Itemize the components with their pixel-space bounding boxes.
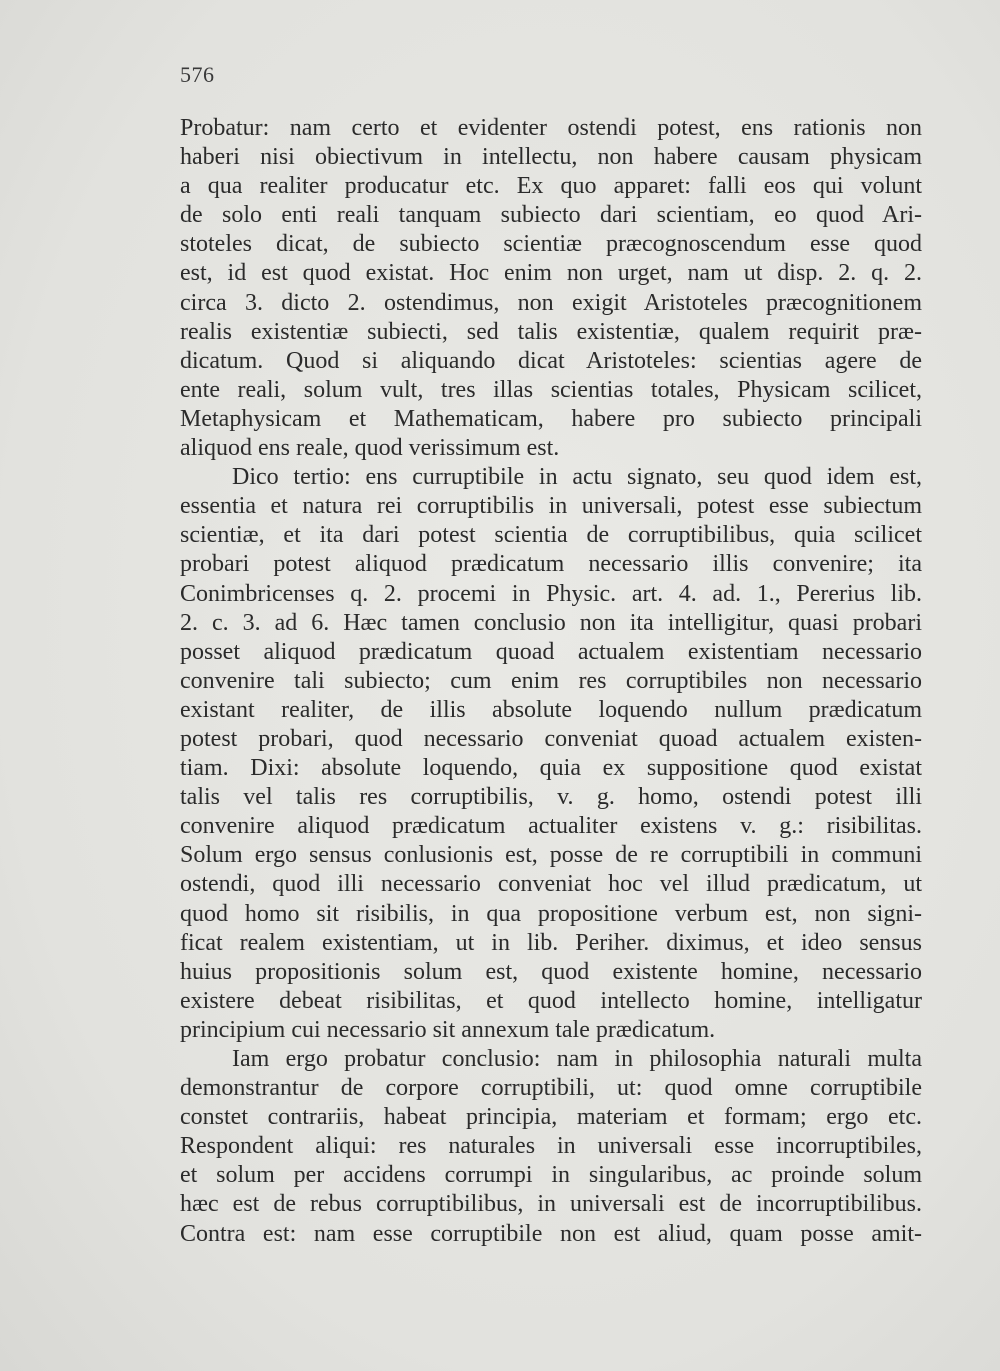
text-line: probari potest aliquod prædicatum necessario illis convenire; ita bbox=[180, 551, 922, 578]
text-line: convenire aliquod prædicatum actualiter existens v. g.: risibilitas. bbox=[180, 813, 922, 840]
text-line: de solo enti reali tanquam subiecto dari scientiam, eo quod Ari- bbox=[180, 202, 922, 229]
text-line: et solum per accidens corrumpi in singularibus, ac proinde solum bbox=[180, 1162, 922, 1189]
text-line: 2. c. 3. ad 6. Hæc tamen conclusio non ita intelligitur, quasi probari bbox=[180, 609, 922, 636]
text-line: posset aliquod prædicatum quoad actualem existentiam necessario bbox=[180, 638, 922, 665]
text-line: ficat realem existentiam, ut in lib. Periher. diximus, et ideo sensus bbox=[180, 929, 922, 956]
text-line: stoteles dicat, de subiecto scientiæ præcognoscendum esse quod bbox=[180, 231, 922, 258]
text-line: scientiæ, et ita dari potest scientia de corruptibilibus, quia scilicet bbox=[180, 522, 922, 549]
text-line: quod homo sit risibilis, in qua propositione verbum est, non signi- bbox=[180, 900, 922, 927]
text-line: Solum ergo sensus conlusionis est, posse de re corruptibili in communi bbox=[180, 842, 922, 869]
text-line: demonstrantur de corpore corruptibili, ut: quod omne corruptibile bbox=[180, 1075, 922, 1102]
text-line: est, id est quod existat. Hoc enim non urget, nam ut disp. 2. q. 2. bbox=[180, 260, 922, 287]
text-line: constet contrariis, habeat principia, materiam et formam; ergo etc. bbox=[180, 1104, 922, 1131]
text-line: hæc est de rebus corruptibilibus, in universali est de incorruptibilibus. bbox=[180, 1191, 922, 1218]
text-line: ente reali, solum vult, tres illas scientias totales, Physicam scilicet, bbox=[180, 376, 922, 403]
text-line: haberi nisi obiectivum in intellectu, non habere causam physicam bbox=[180, 144, 922, 171]
text-line: Dico tertio: ens curruptibile in actu signato, seu quod idem est, bbox=[232, 464, 922, 491]
text-line: Probatur: nam certo et evidenter ostendi potest, ens rationis non bbox=[180, 115, 922, 141]
text-line: existant realiter, de illis absolute loquendo nullum prædicatum bbox=[180, 696, 922, 723]
text-line: Respondent aliqui: res naturales in universali esse incorruptibiles, bbox=[180, 1133, 922, 1160]
text-line: principium cui necessario sit annexum tale prædicatum. bbox=[180, 1016, 716, 1043]
body-text bbox=[180, 114, 922, 1249]
text-line: existere debeat risibilitas, et quod intellecto homine, intelligatur bbox=[180, 987, 922, 1014]
text-line: huius propositionis solum est, quod existente homine, necessario bbox=[180, 958, 922, 985]
text-line: talis vel talis res corruptibilis, v. g. homo, ostendi potest illi bbox=[180, 784, 922, 811]
text-line: aliquod ens reale, quod verissimum est. bbox=[180, 435, 560, 462]
text-line: a qua realiter producatur etc. Ex quo apparet: falli eos qui volunt bbox=[180, 173, 922, 200]
text-line: convenire tali subiecto; cum enim res corruptibiles non necessario bbox=[180, 667, 922, 694]
text-line: essentia et natura rei corruptibilis in universali, potest esse subiectum bbox=[180, 493, 922, 520]
page-number: 576 bbox=[180, 62, 215, 87]
text-line: dicatum. Quod si aliquando dicat Aristoteles: scientias agere de bbox=[180, 347, 922, 374]
text-line: Conimbricenses q. 2. procemi in Physic. art. 4. ad. 1., Pererius lib. bbox=[180, 580, 922, 607]
text-line: Iam ergo probatur conclusio: nam in philosophia naturali multa bbox=[232, 1046, 922, 1072]
text-line: circa 3. dicto 2. ostendimus, non exigit Aristoteles præcognitionem bbox=[180, 289, 922, 316]
text-line: potest probari, quod necessario conveniat quoad actualem existen- bbox=[180, 725, 922, 752]
text-line: tiam. Dixi: absolute loquendo, quia ex suppositione quod existat bbox=[180, 755, 922, 782]
text-line: Metaphysicam et Mathematicam, habere pro subiecto principali bbox=[180, 405, 922, 432]
text-line: realis existentiæ subiecti, sed talis existentiæ, qualem requirit præ- bbox=[180, 318, 922, 345]
text-line: ostendi, quod illi necessario conveniat hoc vel illud prædicatum, ut bbox=[180, 871, 922, 898]
text-line: Contra est: nam esse corruptibile non est aliud, quam posse amit- bbox=[180, 1220, 922, 1247]
